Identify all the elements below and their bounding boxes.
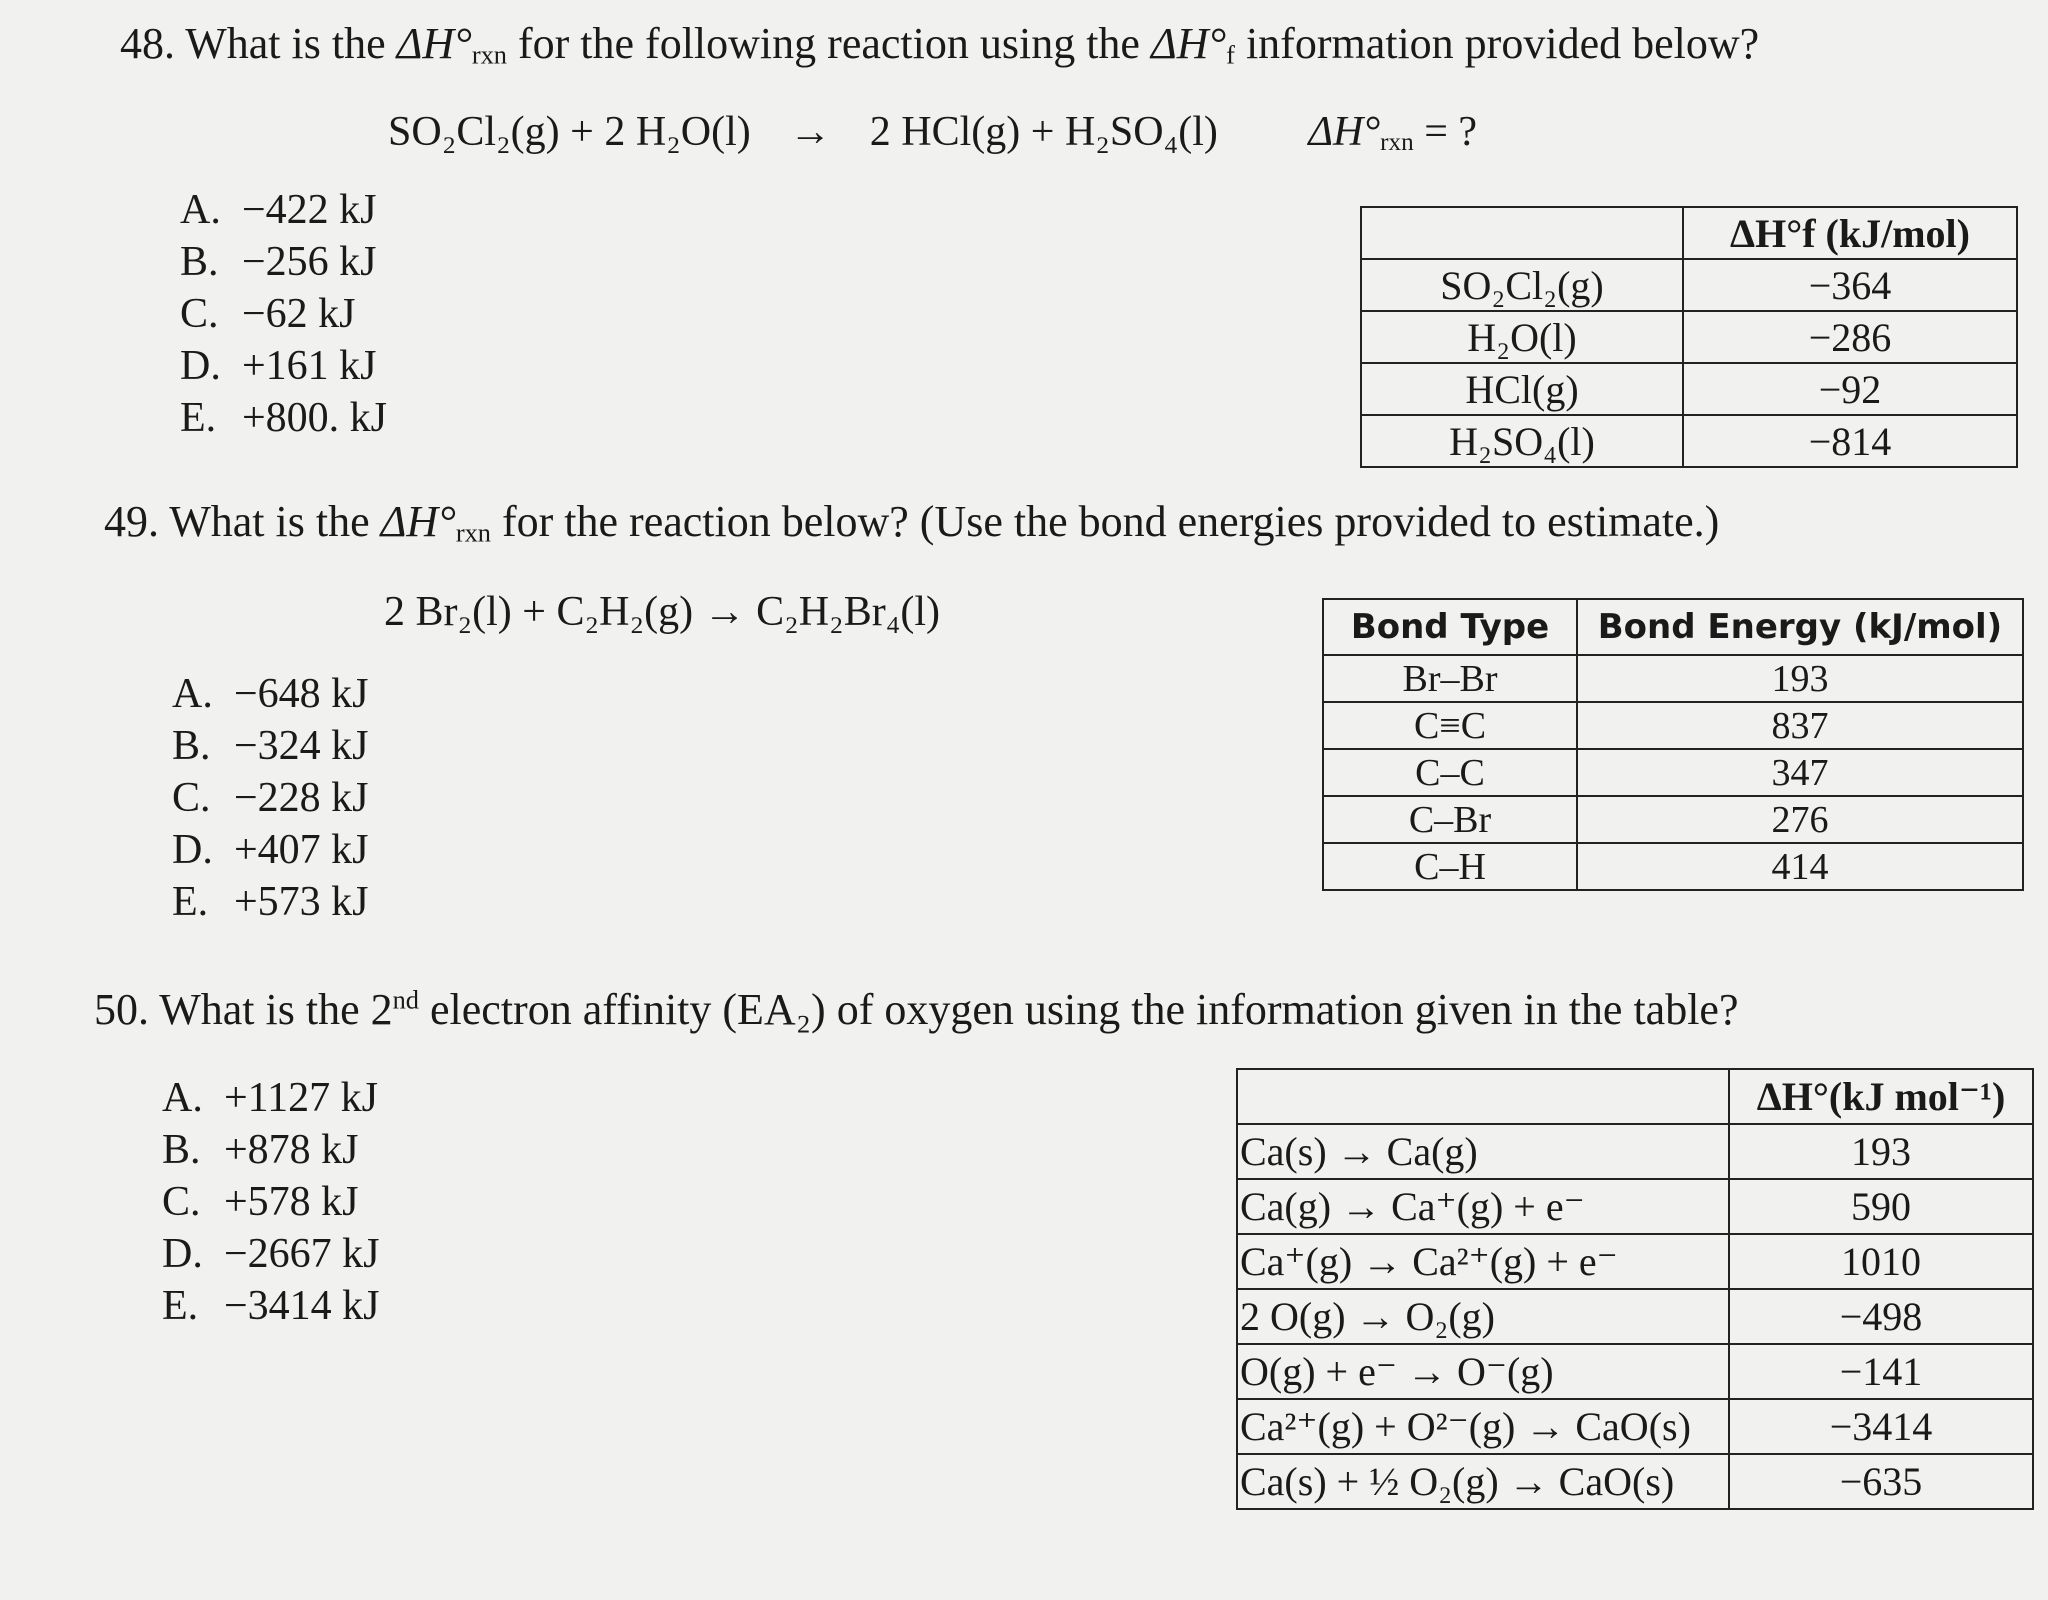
table-row: Ca(s) → Ca(g) 193	[1237, 1124, 2033, 1179]
table-row: H₂O(l) −286	[1361, 311, 2017, 363]
q50-table	[1236, 1068, 2034, 1510]
q50-choices	[162, 1072, 380, 1332]
q48-table	[1360, 206, 2018, 468]
q48-eq-right: 2 HCl(g) + H₂SO₄(l)	[869, 109, 1218, 155]
q48-eq-left: SO₂Cl₂(g) + 2 H₂O(l)	[388, 109, 751, 155]
table-header-row: ΔH°(kJ mol⁻¹)	[1237, 1069, 2033, 1124]
q50-heading: 50. What is the 2nd electron affinity (EA₂) of oxygen using the information given in the table?	[94, 984, 1739, 1034]
table-row: C≡C 837	[1323, 702, 2023, 749]
q49-choice-c[interactable]: C. −228 kJ	[172, 775, 369, 821]
table-row: Br–Br 193	[1323, 655, 2023, 702]
table-header-cell	[1361, 207, 1683, 259]
q48-dh: ΔH°	[396, 19, 472, 68]
q50-choice-a[interactable]: A. +1127 kJ	[162, 1075, 378, 1121]
q49-choice-b[interactable]: B. −324 kJ	[172, 723, 369, 769]
q49-choice-a[interactable]: A. −648 kJ	[172, 671, 369, 717]
q50-choice-e[interactable]: E. −3414 kJ	[162, 1283, 380, 1329]
table-header-row	[1361, 207, 2017, 259]
q48-heading	[120, 18, 1759, 70]
q49-heading: 49. What is the ΔH°rxn for the reaction below? (Use the bond energies provided to estimate.)	[104, 497, 1720, 548]
q50-choice-b[interactable]: B. +878 kJ	[162, 1127, 359, 1173]
q48-choice-d[interactable]: D. +161 kJ	[180, 343, 377, 389]
q48-choice-c[interactable]: C. −62 kJ	[180, 291, 356, 337]
q50-number: 50.	[94, 985, 149, 1034]
table-row: Ca⁺(g) → Ca²⁺(g) + e⁻ 1010	[1237, 1234, 2033, 1289]
table-row: Ca(s) + ½ O₂(g) → CaO(s) −635	[1237, 1454, 2033, 1509]
q48-dhf: ΔH°	[1150, 19, 1227, 68]
q50-choice-c[interactable]: C. +578 kJ	[162, 1179, 359, 1225]
q48-text-3: information provided below?	[1234, 19, 1760, 68]
table-row: C–C 347	[1323, 749, 2023, 796]
q49-equation: 2 Br₂(l) + C₂H₂(g) → C₂H₂Br₄(l)	[384, 589, 940, 635]
q48-dh-rxn: ΔH°rxn = ?	[1308, 109, 1478, 157]
q48-text-2: for the following reaction using the	[507, 19, 1151, 68]
q49-number: 49.	[104, 497, 159, 546]
table-row: C–Br 276	[1323, 796, 2023, 843]
table-header-row: Bond Type Bond Energy (kJ/mol)	[1323, 599, 2023, 655]
q48-equation	[388, 108, 1477, 157]
table-row: Ca²⁺(g) + O²⁻(g) → CaO(s) −3414	[1237, 1399, 2033, 1454]
q49-choice-e[interactable]: E. +573 kJ	[172, 879, 369, 925]
q48-text-1: What is the	[185, 19, 397, 68]
table-header-cell: ΔH°f (kJ/mol)	[1683, 207, 2017, 259]
q48-f-sub: f	[1226, 39, 1235, 70]
q48-choice-e[interactable]: E. +800. kJ	[180, 395, 388, 441]
table-row: SO₂Cl₂(g) −364	[1361, 259, 2017, 311]
table-row: 2 O(g) → O₂(g) −498	[1237, 1289, 2033, 1344]
table-row: O(g) + e⁻ → O⁻(g) −141	[1237, 1344, 2033, 1399]
q48-choices	[180, 184, 387, 444]
q48-choice-b[interactable]: B. −256 kJ	[180, 239, 377, 285]
q49-table	[1322, 598, 2024, 891]
table-row: C–H 414	[1323, 843, 2023, 890]
q50-choice-d[interactable]: D. −2667 kJ	[162, 1231, 380, 1277]
q48-choice-a[interactable]: A. −422 kJ	[180, 187, 377, 233]
q48-eq-arrow: →	[789, 109, 832, 155]
q48-rxn-sub: rxn	[471, 39, 507, 70]
q48-number: 48.	[120, 19, 175, 68]
q49-choice-d[interactable]: D. +407 kJ	[172, 827, 369, 873]
table-row: HCl(g) −92	[1361, 363, 2017, 415]
q49-choices	[172, 668, 369, 928]
table-row: H₂SO₄(l) −814	[1361, 415, 2017, 467]
table-row: Ca(g) → Ca⁺(g) + e⁻ 590	[1237, 1179, 2033, 1234]
